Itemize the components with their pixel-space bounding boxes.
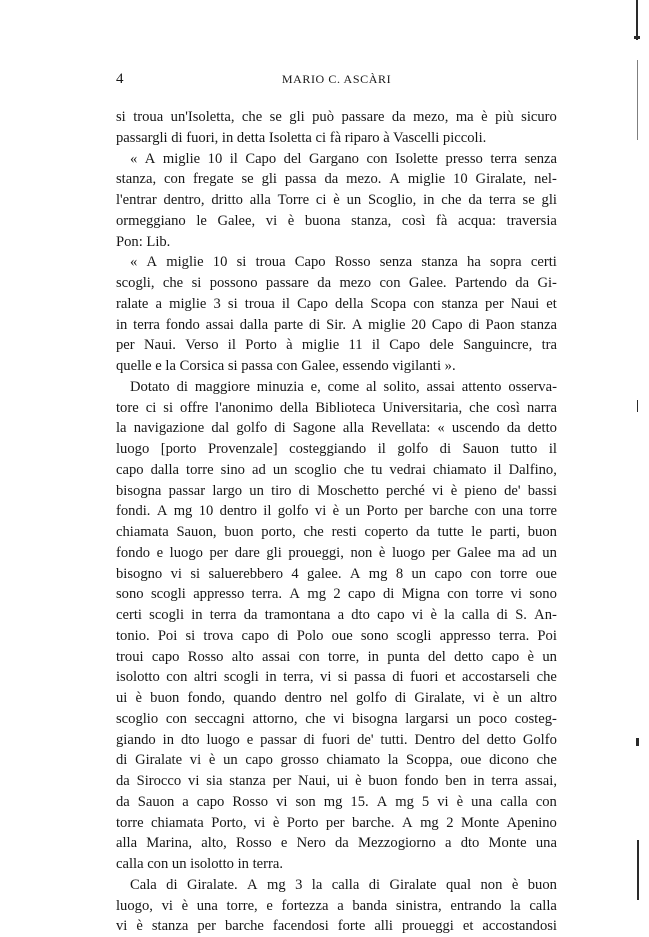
text-line: giando in dto luogo e passar di fuori de' tutti. Dentro del detto Golfo [116,731,557,748]
text-line: scoglio con seccagni attorno, che vi bisogna largarsi un poco costeg- [116,710,557,727]
text-line: bisogno vi si saluerebbero 4 galee. A mg 8 un capo con torre oue [116,565,557,582]
text-line: troui capo Rosso alto assai con torre, in punta del detto capo è un [116,648,557,665]
scan-edge-mark [637,400,638,412]
text-line: « A miglie 10 il Capo del Gargano con Isolette presso terra senza [130,150,557,167]
text-line: passargli di fuori, in detta Isoletta ci fà riparo à Vascelli piccoli. [116,129,487,146]
text-line: l'entrar dentro, dritto alla Torre ci è un Scoglio, in che da terra se gli [116,192,557,208]
scan-edge-mark [637,60,638,140]
text-line: scogli, che si possono passare da mezo con Galee. Partendo da Gi- [116,275,557,291]
page-header [116,68,557,90]
scan-edge-mark [634,36,640,39]
text-line: da Sauon a capo Rosso vi son mg 15. A mg 5 vi è una calla con [116,793,557,810]
scan-edge-mark [637,840,639,900]
scan-edge-mark [636,738,639,746]
text-line: ralate a miglie 3 si troua il Capo della Scopa con stanza per Naui et [116,295,557,312]
text-line: « A miglie 10 si troua Capo Rosso senza stanza ha sopra certi [130,254,557,271]
page-number: 4 [116,71,124,87]
text-line: luogo [porto Provenzale] costeggiando il golfo di Sauon tutto il [116,441,557,457]
text-line: bisogna passar largo un tiro di Moschetto perché vi è pieno de' bassi [116,482,557,499]
text-line: per Naui. Verso il Porto à miglie 11 il Capo dele Sanguincre, tra [116,337,557,354]
text-line: si troua un'Isoletta, che se gli può passare da mezo, ma è più sicuro [116,109,557,125]
text-line: luogo, vi è una torre, e fortezza a banda sinistra, entrando la calla [116,897,557,914]
text-line: la navigazione dal golfo di Sagone alla Revellata: « uscendo da detto [116,420,557,437]
text-line: Pon: Lib. [116,233,171,250]
text-line: calla con un isolotto in terra. [116,856,283,872]
text-line: Cala di Giralate. A mg 3 la calla di Giralate qual non è buon [130,876,557,893]
scan-edge-mark [636,0,638,40]
text-line: fondo e luogo per dare gli proueggi, non è luogo per Galee ma ad un [116,544,557,561]
text-line: tonio. Poi si trova capo di Polo oue sono scogli appresso terra. Poi [116,627,557,644]
text-line: capo dalla torre sino ad un scoglio che tu vedrai chiamato il Dalfino, [116,461,557,478]
text-line: stanza, con fregate se gli passa da mezo. A miglie 10 Giralate, nel- [116,171,557,188]
text-line: certi scogli in terra da tramontana a dto capo vi è la calla di S. An- [116,607,557,623]
text-line: isolotto con altri scogli in terra, vi si passa di fuori et accostarseli che [116,669,557,686]
text-line: quelle e la Corsica si passa con Galee, essendo vigilanti ». [116,358,456,374]
text-line: torre chiamata Porto, vi è Porto per barche. A mg 2 Monte Apenino [116,814,557,831]
text-line: sono scogli appresso terra. A mg 2 capo di Migna con torre vi sono [116,586,557,603]
text-line: ui è buon fondo, quando dentro nel golfo di Giralate, vi è un altro [116,690,557,706]
text-line: da Sirocco vi sia stanza per Naui, ui è buon fondo ben in terra assai, [116,773,557,789]
text-line: alla Marina, alto, Rosso e Nero da Mezzogiorno a dto Monte una [116,835,557,852]
text-line: in terra fondo assai dalla parte di Sir. A miglie 20 Capo di Paon stanza [116,316,557,333]
text-line: di Giralate vi è un capo grosso chiamato la Scoppa, oue dicono che [116,752,557,769]
running-head: MARIO C. ASCÀRI [281,72,392,86]
text-line: vi è stanza per barche facendosi forte alli proueggi et accostandosi [116,918,557,935]
text-line: Dotato di maggiore minuzia e, come al solito, assai attento osserva- [130,378,557,395]
text-line: ormeggiano le Galee, vi è buona stanza, così fà acqua: traversia [116,212,557,229]
text-line: fondi. A mg 10 dentro il golfo vi è un Porto per barche con una torre [116,503,557,520]
body-text [116,107,557,937]
text-line: chiamata Sauon, buon porto, che resti coperto da tutte le parti, buon [116,524,557,540]
text-line: tore ci si offre l'anonimo della Biblioteca Universitaria, che così narra [116,399,557,416]
